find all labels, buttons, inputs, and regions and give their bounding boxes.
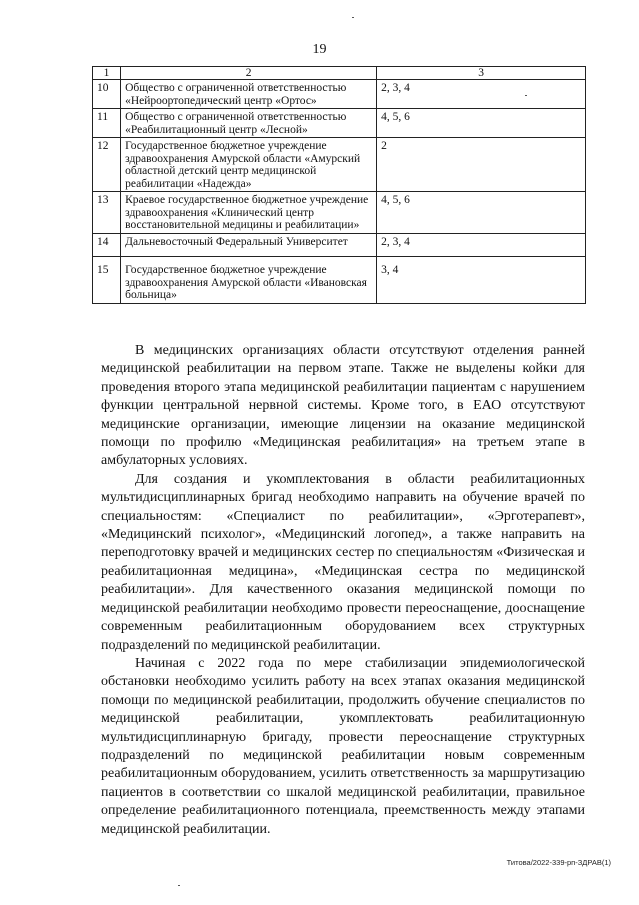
paragraph: Начиная с 2022 года по мере стабилизации эпидемиологической обстановки необходимо усилить работу на всех этапах оказания медицинской помощи по медицинской реабилитации, продолжить обучение специалистов по медицинской реабилитации, укомплектовать реабилитационную мультидисциплинарную бригаду, провести переоснащение структурных подразделений по медицинской реабилитации новым современным реабилитационным оборудованием, усилить ответственность за маршрутизацию пациентов в соответствии со шкалой медицинской реабилитации, правильное определение реабилитационного потенциала, преемственность между этапами медицинской реабилитации.	[101, 655, 585, 837]
table-row	[93, 138, 586, 192]
organization-name: Государственное бюджетное учреждение здравоохранения Амурской области «Амурский областной детский центр медицинской реабилитации «Надежда»	[121, 138, 377, 192]
row-number: 13	[93, 192, 121, 234]
table-row	[93, 109, 586, 138]
table-row	[93, 257, 586, 304]
table-row	[93, 192, 586, 234]
table-header-cell: 3	[377, 67, 586, 80]
table-row	[93, 233, 586, 257]
rehabilitation-stages: 2, 3, 4	[377, 233, 586, 257]
rehabilitation-stages: 2	[377, 138, 586, 192]
table-row	[93, 80, 586, 109]
row-number: 11	[93, 109, 121, 138]
rehabilitation-stages: 4, 5, 6	[377, 109, 586, 138]
paragraph: В медицинских организациях области отсутствуют отделения ранней медицинской реабилитации на первом этапе. Также не выделены койки для проведения второго этапа медицинской реабилитации пациентам с нарушением функции центральной нервной системы. Кроме того, в ЕАО отсутствуют медицинские организации, имеющие лицензии на оказание медицинской помощи по профилю «Медицинская реабилитация» на третьем этапе в амбулаторных условиях.	[101, 343, 585, 469]
row-number: 15	[93, 257, 121, 304]
row-number: 12	[93, 138, 121, 192]
rehabilitation-stages: 4, 5, 6	[377, 192, 586, 234]
scan-speck	[352, 17, 354, 18]
rehabilitation-stages: 3, 4	[377, 257, 586, 304]
organization-name: Общество с ограниченной ответственностью «Нейроортопедический центр «Ортос»	[121, 80, 377, 109]
scan-speck	[178, 885, 180, 886]
row-number: 14	[93, 233, 121, 257]
organizations-table	[92, 66, 586, 304]
page-number: 19	[312, 42, 327, 57]
document-code: Титова/2022-339-рп-ЗДРАВ(1)	[506, 858, 611, 867]
organization-name: Дальневосточный Федеральный Университет	[121, 233, 377, 257]
body-text	[101, 342, 585, 839]
table-header-cell: 1	[93, 67, 121, 80]
table-header-cell: 2	[121, 67, 377, 80]
organization-name: Краевое государственное бюджетное учреждение здравоохранения «Клинический центр восстановительной медицины и реабилитации»	[121, 192, 377, 234]
paragraph: Для создания и укомплектования в области реабилитационных мультидисциплинарных бригад необходимо направить на обучение врачей по специальностям: «Специалист по реабилитации», «Эрготерапевт», «Медицинский психолог», «Медицинский логопед», а также направить на переподготовку врачей и медицинских сестер по специальностям «Физическая и реабилитационная медицина», «Медицинская сестра по медицинской реабилитации». Для качественного оказания медицинской помощи по медицинской реабилитации необходимо провести переоснащение, дооснащение современным реабилитационным оборудованием всех структурных подразделений по медицинской реабилитации.	[101, 471, 585, 653]
organization-name: Государственное бюджетное учреждение здравоохранения Амурской области «Ивановская больница»	[121, 257, 377, 304]
row-number: 10	[93, 80, 121, 109]
rehabilitation-stages: 2, 3, 4	[377, 80, 586, 109]
organization-name: Общество с ограниченной ответственностью «Реабилитационный центр «Лесной»	[121, 109, 377, 138]
table-header-row	[93, 67, 586, 80]
